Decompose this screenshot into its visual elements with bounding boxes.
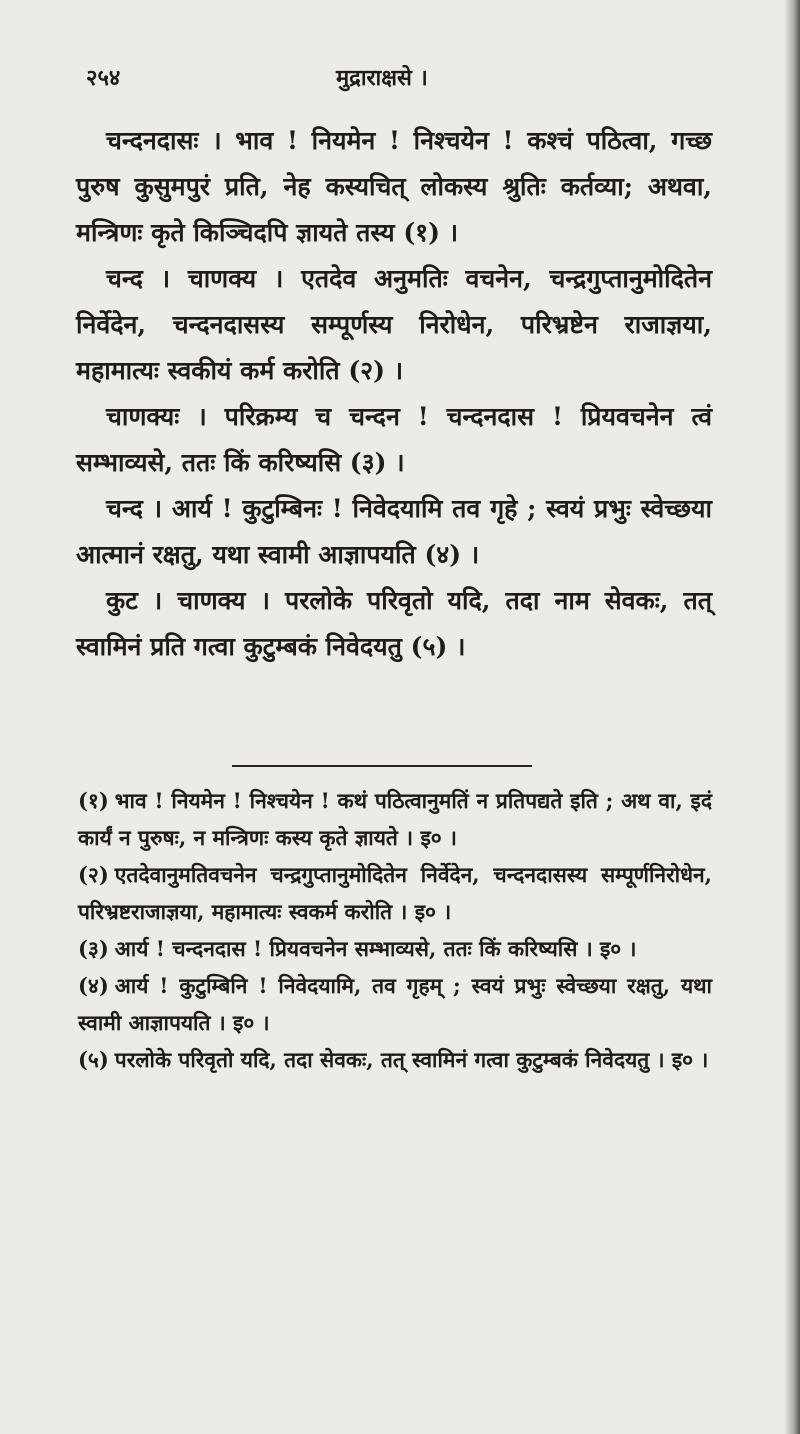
main-paragraph: चन्दनदासः । भाव ! नियमेन ! निश्चयेन ! कश्चं पठित्वा, गच्छ पुरुष कुसुमपुरं प्रति, नेह कस्यचित् लोकस्य श्रुतिः कर्तव्या; अथवा, मन्त्रिणः कृते किञ्चिदपि ज्ञायते तस्य (१) ।: [76, 126, 712, 247]
main-paragraph: कुट । चाणक्य । परलोके परिवृतो यदि, तदा नाम सेवकः, तत् स्वामिनं प्रति गत्वा कुटुम्बकं निवेदयतु (५) ।: [76, 586, 712, 661]
footnote: [78, 967, 712, 1041]
footnote-text: भाव ! नियमेन ! निश्चयेन ! कथं पठित्वानुमतिं न प्रतिपद्यते इति ; अथ वा, इदं कार्यं न पुरुषः, न मन्त्रिणः कस्य कृते ज्ञायते । इ० ।: [78, 788, 712, 850]
footnote-number: (१): [78, 788, 109, 813]
page-edge-shadow: [784, 0, 800, 1434]
page-header: [86, 62, 726, 102]
footnote-number: (२): [78, 862, 109, 887]
main-text-block: [76, 118, 712, 670]
footnote-number: (३): [78, 936, 109, 961]
footnote-text: एतदेवानुमतिवचनेन चन्द्रगुप्तानुमोदितेन निर्वेदेन, चन्दनदासस्य सम्पूर्णनिरोधेन, परिभ्रष्टराजाज्ञया, महामात्यः स्वकर्म करोति । इ० ।: [78, 862, 712, 924]
page-number: २५४: [86, 65, 121, 91]
footnote: [78, 1041, 712, 1078]
footnote-text: आर्य ! चन्दनदास ! प्रियवचनेन सम्भाव्यसे, ततः किं करिष्यसि । इ० ।: [114, 936, 637, 961]
footnotes-block: [78, 782, 712, 1078]
footnote: [78, 856, 712, 930]
footnote-number: (४): [78, 973, 109, 998]
running-title: मुद्राराक्षसे ।: [336, 65, 428, 91]
main-paragraph: चन्द । चाणक्य । एतदेव अनुमतिः वचनेन, चन्द्रगुप्तानुमोदितेन निर्वेदेन, चन्दनदासस्य सम्पूर्णस्य निरोधेन, परिभ्रष्टेन राजाज्ञया, महामात्यः स्वकीयं कर्म करोति (२) ।: [76, 264, 712, 385]
main-paragraph: चाणक्यः । परिक्रम्य च चन्दन ! चन्दनदास ! प्रियवचनेन त्वं सम्भाव्यसे, ततः किं करिष्यसि (३) ।: [76, 402, 712, 477]
footnote-divider: [232, 765, 532, 767]
footnote: [78, 930, 712, 967]
footnote-number: (५): [78, 1047, 109, 1072]
footnote-text: आर्य ! कुटुम्बिनि ! निवेदयामि, तव गृहम् ; स्वयं प्रभुः स्वेच्छया रक्षतु, यथा स्वामी आज्ञापयति । इ० ।: [78, 973, 712, 1035]
footnote-text: परलोके परिवृतो यदि, तदा सेवकः, तत् स्वामिनं गत्वा कुटुम्बकं निवेदयतु । इ० ।: [114, 1047, 709, 1072]
footnote: [78, 782, 712, 856]
main-paragraph: चन्द । आर्य ! कुटुम्बिनः ! निवेदयामि तव गृहे ; स्वयं प्रभुः स्वेच्छया आत्मानं रक्षतु, यथा स्वामी आज्ञापयति (४) ।: [76, 494, 712, 569]
